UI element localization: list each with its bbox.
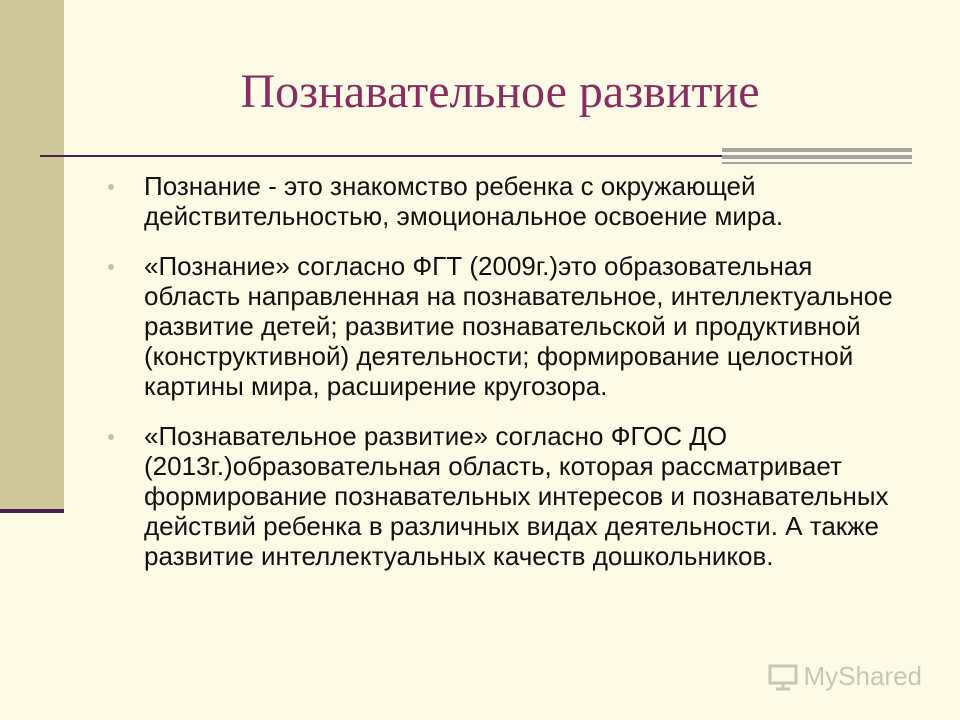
sidebar-divider bbox=[0, 509, 64, 513]
bullet-icon bbox=[108, 184, 114, 190]
bullet-text: «Познавательное развитие» согласно ФГОС ДО (2013г.)образовательная область, которая рассматривает формирование познавательных интересов и познавательных действий ребенка в различных видах деятельности. А также развитие интеллектуальных качеств дошкольников. bbox=[144, 421, 889, 571]
bullet-text: Познание - это знакомство ребенка с окружающей действительностью, эмоциональное освоение мира. bbox=[144, 171, 784, 231]
watermark-text: MyShared bbox=[803, 661, 922, 691]
bullet-item bbox=[108, 251, 908, 401]
presentation-screen-icon bbox=[768, 663, 798, 691]
slide-title: Познавательное развитие bbox=[240, 65, 760, 118]
bullet-icon bbox=[108, 434, 114, 440]
watermark bbox=[768, 661, 923, 692]
bullet-icon bbox=[108, 264, 114, 270]
title-accent-bars bbox=[722, 148, 912, 164]
bullet-item bbox=[108, 421, 908, 571]
bullet-list bbox=[108, 171, 908, 571]
bullet-text: «Познание» согласно ФГТ (2009г.)это образовательная область направленная на познавательное, интеллектуальное развитие детей; развитие познавательской и продуктивной (конструктивной) деятельности; формирование целостной картины мира, расширение кругозора. bbox=[144, 251, 893, 401]
bullet-item bbox=[108, 171, 908, 231]
